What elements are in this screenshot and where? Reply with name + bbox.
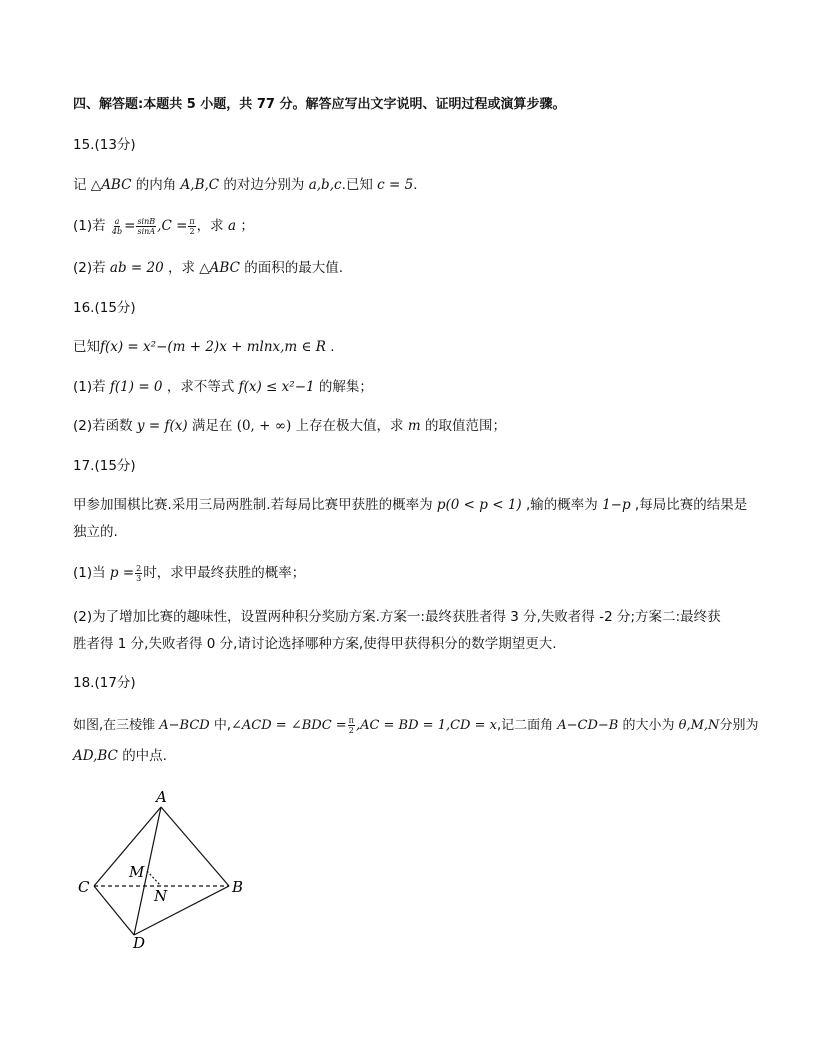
q16-part1-text: 的解集； [318, 379, 373, 395]
q18-stem-math: A−CD−B [557, 718, 619, 733]
q16-stem [73, 337, 335, 357]
q15-stem-text: 的内角 [135, 177, 177, 193]
q18-stem-math: A−BCD [159, 718, 210, 733]
q17-stem-text: ,输的概率为 [525, 497, 598, 513]
q16-part2-text: 的取值范围； [424, 418, 506, 434]
q16-part1-text: ，求不等式 [166, 379, 235, 395]
q16-part2 [73, 416, 506, 436]
q17-part1-math: p = [109, 565, 135, 581]
fraction-numerator: a [114, 216, 120, 226]
fraction [136, 217, 156, 236]
q18-stem-line2 [73, 746, 167, 766]
q15-stem-text: .已知 [341, 177, 373, 193]
q16-part2-text: (2)若函数 [73, 418, 133, 434]
q15-part1 [73, 216, 254, 236]
q18-stem-math: ,AC = BD = 1,CD = x [355, 718, 497, 733]
q15-part2-math: ab = 20 [109, 260, 164, 276]
q16-part1-text: (1)若 [73, 379, 106, 395]
q18-stem-text: 的中点. [122, 748, 167, 764]
q18-stem-text: 中, [213, 718, 232, 733]
section-header: 四、解答题:本题共 5 小题，共 77 分。解答应写出文字说明、证明过程或演算步骤。 [73, 97, 566, 112]
q18-stem-text: 分别为 [719, 718, 759, 733]
q18-stem-line1 [73, 716, 758, 736]
q16-number: 16.(15分) [73, 300, 136, 316]
q17-part2-line1: (2)为了增加比赛的趣味性，设置两种积分奖励方案.方案一:最终获胜者得 3 分,失败者得 -2 分;方案二:最终获 [73, 609, 721, 625]
q16-part1 [73, 377, 373, 397]
q15-stem [73, 175, 418, 195]
q17-stem-math: p(0 < p < 1) [436, 497, 522, 513]
q15-number: 15.(13分) [73, 137, 136, 153]
q16-part2-text: 上存在极大值，求 [295, 418, 404, 434]
q17-stem-text: 甲参加围棋比赛.采用三局两胜制.若每局比赛甲获胜的概率为 [73, 497, 433, 513]
label-n: N [154, 887, 168, 905]
q15-stem-math: c = 5 [377, 177, 414, 193]
q17-stem-math: 1−p [602, 497, 631, 513]
fraction-denominator: 4b [111, 226, 123, 236]
q18-stem-math: ∠ACD = ∠BDC = [231, 718, 347, 733]
fraction-denominator: 3 [136, 573, 142, 583]
q16-stem-text: . [330, 339, 335, 355]
q15-stem-text: 的对边分别为 [223, 177, 305, 193]
q16-part1-math: f(x) ≤ x²−1 [238, 379, 315, 395]
fraction-denominator: 2 [189, 226, 195, 236]
q15-part1-text: ； [240, 218, 254, 234]
q15-part2-text: ，求 △ [167, 260, 210, 276]
fraction [135, 564, 142, 583]
q18-stem-math: θ,M,N [678, 718, 720, 733]
q16-part2-math: y = f(x) [136, 418, 188, 434]
q17-stem-line1 [73, 495, 747, 515]
q17-part1 [73, 563, 305, 583]
q15-part1-math: a [227, 218, 237, 234]
math-symbol: = [124, 218, 136, 234]
q16-stem-text: 已知 [73, 339, 100, 355]
fraction-numerator: π [189, 216, 195, 226]
q16-part2-text: 满足在 [191, 418, 233, 434]
q15-part1-math: ,C = [157, 218, 188, 234]
q16-part2-math: (0, + ∞) [236, 418, 292, 434]
q15-stem-text: . [413, 177, 418, 193]
label-b: B [232, 878, 244, 896]
label-d: D [133, 934, 146, 952]
q18-stem-math: AD,BC [73, 748, 118, 764]
label-m: M [129, 863, 145, 881]
edge-bd [134, 886, 229, 935]
q17-stem-line2: 独立的. [73, 524, 118, 540]
fraction-denominator: sinA [137, 226, 156, 236]
q15-part1-text: ，求 [196, 218, 224, 234]
q15-part2-text: (2)若 [73, 260, 106, 276]
q15-stem-math: a,b,c [308, 177, 342, 193]
q15-stem-text: 记 △ [73, 177, 102, 193]
q18-stem-text: 如图,在三棱锥 [73, 718, 156, 733]
q17-number: 17.(15分) [73, 458, 136, 474]
q15-stem-math: A,B,C [180, 177, 220, 193]
q15-part1-text: (1)若 [73, 218, 106, 234]
fraction-numerator: π [348, 716, 354, 725]
q16-stem-math: f(x) = x²−(m + 2)x + mlnx,m ∈ R [100, 339, 326, 355]
q17-part1-text: (1)当 [73, 565, 106, 581]
q17-stem-text: ,每局比赛的结果是 [634, 497, 748, 513]
fraction [348, 716, 355, 735]
fraction-numerator: 2 [136, 563, 142, 573]
q16-part1-math: f(1) = 0 [109, 379, 163, 395]
q17-part1-text: 时，求甲最终获胜的概率； [143, 565, 306, 581]
q18-stem-text: ,记二面角 [496, 718, 554, 733]
label-a: A [156, 788, 167, 806]
edge-ab [161, 807, 229, 886]
q18-number: 18.(17分) [73, 675, 136, 691]
fraction-denominator: 2 [348, 726, 354, 735]
fraction-numerator: sinB [137, 216, 156, 226]
tetrahedron-figure [70, 785, 260, 955]
q18-stem-text: 的大小为 [622, 718, 675, 733]
q15-part2-text: 的面积的最大值. [244, 260, 344, 276]
fraction [188, 217, 195, 236]
segment-mn [147, 871, 161, 886]
q17-part2-line2: 胜者得 1 分,失败者得 0 分,请讨论选择哪种方案,使得甲获得积分的数学期望更大. [73, 636, 557, 652]
q15-stem-math: ABC [101, 177, 132, 193]
q15-part2 [73, 258, 343, 278]
edge-cd [94, 886, 134, 935]
edge-ac [94, 807, 161, 886]
label-c: C [78, 878, 90, 896]
fraction [111, 217, 123, 236]
q16-part2-math: m [407, 418, 421, 434]
q15-part2-math: ABC [209, 260, 240, 276]
